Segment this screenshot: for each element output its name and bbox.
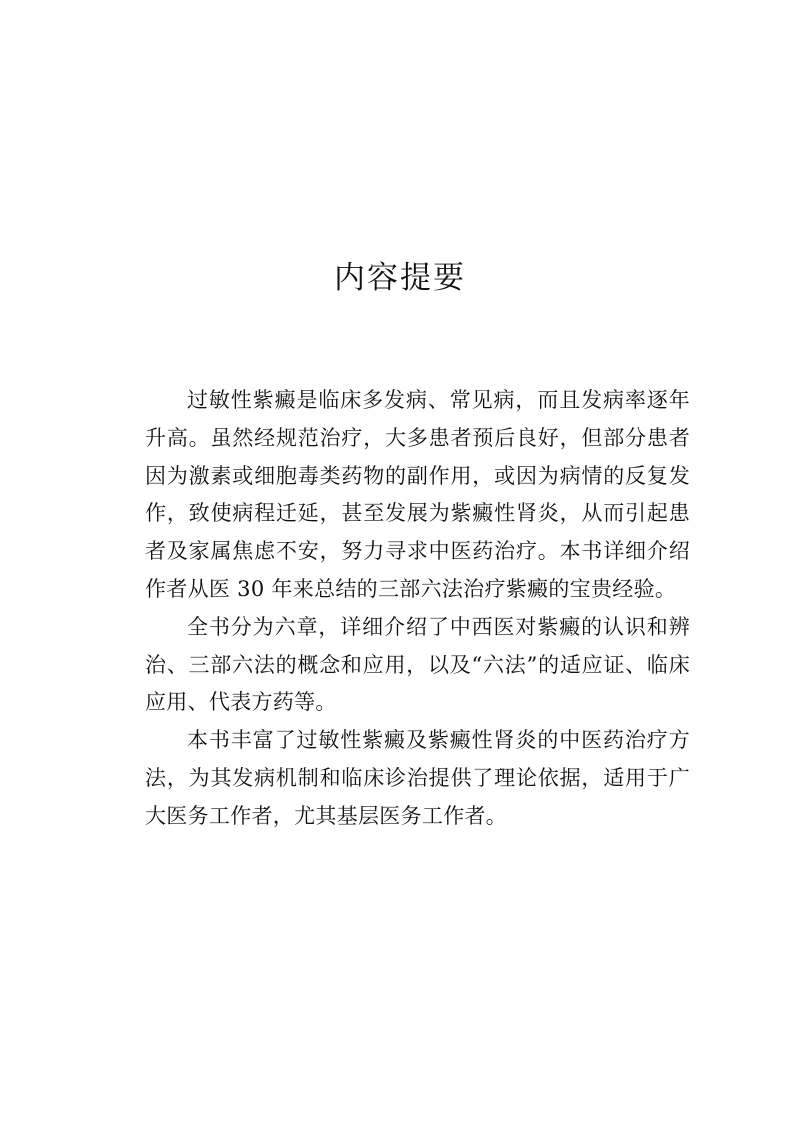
page-title: 内容提要 [334,260,466,296]
summary-paragraph-3: 本书丰富了过敏性紫癜及紫癜性肾炎的中医药治疗方法，为其发病机制和临床诊治提供了理论依据，适用于广大医务工作者，尤其基层医务工作者。 [145,728,690,828]
summary-body [145,382,690,836]
summary-paragraph-1: 过敏性紫癜是临床多发病、常见病，而且发病率逐年升高。虽然经规范治疗，大多患者预后良好，但部分患者因为激素或细胞毒类药物的副作用，或因为病情的反复发作，致使病程迁延，甚至发展为紫癜性肾炎，从而引起患者及家属焦虑不安，努力寻求中医药治疗。本书详细介绍作者从医 30 年来总结的三部六法治疗紫癜的宝贵经验。 [145,388,690,601]
summary-paragraph-2: 全书分为六章，详细介绍了中西医对紫癜的认识和辨治、三部六法的概念和应用，以及“六法”的适应证、临床应用、代表方药等。 [145,614,690,715]
